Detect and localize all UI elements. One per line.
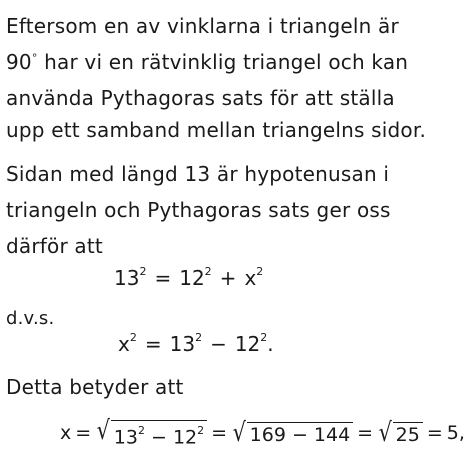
equation-pythagoras (114, 266, 263, 290)
eq1-term-c: $x^2$ (244, 265, 264, 290)
eq1-term-b: $12^2$ (179, 265, 212, 290)
eq3-result: 5, (446, 422, 465, 445)
radical-1-body: $13^2 - 12^2$ (111, 420, 207, 448)
eq2-equals: = (144, 332, 162, 356)
radical-3-body: 25 (393, 422, 423, 446)
eq2-lhs: $x^2$ (118, 331, 137, 356)
equation-result (60, 418, 465, 448)
angle-value: 90 (6, 50, 32, 74)
eq2-term-a: $13^2$ (169, 331, 203, 356)
eq3-equals-1: = (75, 422, 92, 445)
text-dvs: d.v.s. (6, 308, 55, 329)
text-detta-betyder: Detta betyder att (6, 375, 184, 399)
radical-2-body: 169 − 144 (247, 422, 354, 446)
text-line-5: Sidan med längd 13 är hypotenusan i (6, 162, 390, 186)
degree-symbol: ° (31, 51, 38, 65)
sqrt-icon: √ (96, 416, 111, 446)
eq2-term-b: $12^2$. (234, 331, 274, 356)
equation-solve-x-squared (118, 332, 274, 356)
radical-3 (377, 418, 423, 449)
text-line-4: upp ett samband mellan triangelns sidor. (6, 118, 427, 142)
text-line-7: därför att (6, 234, 103, 258)
sqrt-icon: √ (378, 418, 393, 449)
text-line-6: triangeln och Pythagoras sats ger oss (6, 198, 391, 222)
eq2-minus: − (210, 332, 227, 356)
eq1-plus: + (219, 266, 237, 290)
eq3-equals-2: = (211, 422, 228, 445)
eq1-equals: = (154, 266, 172, 290)
eq3-equals-3: = (357, 422, 374, 445)
eq3-equals-4: = (426, 422, 443, 445)
sqrt-icon: √ (232, 418, 246, 449)
text-line-1: Eftersom en av vinklarna i triangeln är (6, 14, 399, 38)
radical-2 (231, 418, 353, 449)
radical-1 (95, 418, 207, 448)
text-line-2-rest: har vi en rätvinklig triangel och kan (37, 50, 409, 74)
eq3-lhs: x (60, 422, 72, 445)
eq1-term-a: $13^2$ (114, 265, 147, 290)
text-line-3: använda Pythagoras sats för att ställa (6, 86, 395, 110)
text-line-2 (6, 50, 408, 74)
